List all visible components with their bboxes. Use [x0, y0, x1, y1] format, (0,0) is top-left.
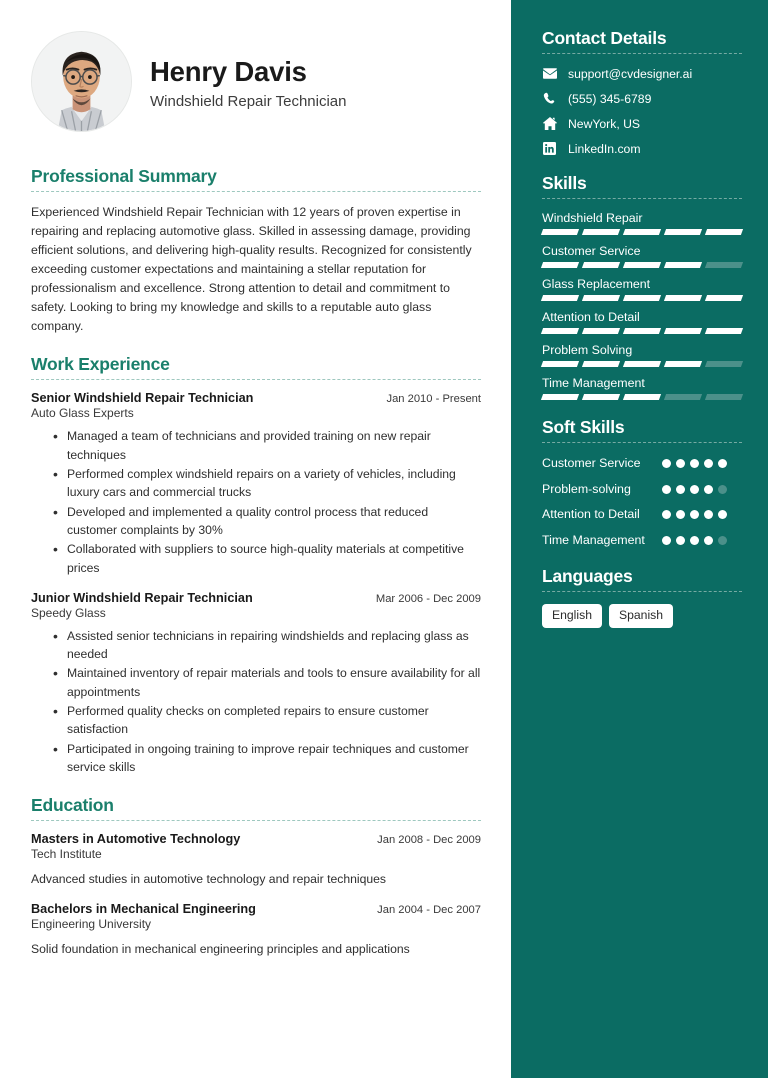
experience-header — [31, 591, 481, 605]
skills-section — [542, 173, 742, 400]
rating-dot — [718, 510, 727, 519]
experience-item — [31, 591, 481, 776]
skills-heading: Skills — [542, 173, 587, 193]
rating-dot — [662, 459, 671, 468]
rating-dot — [676, 510, 685, 519]
skill-segment — [623, 361, 661, 367]
rating-dot — [718, 536, 727, 545]
contact-email[interactable] — [542, 66, 742, 81]
skills-list — [542, 211, 742, 400]
experience-company: Speedy Glass — [31, 605, 106, 620]
skill-bar — [542, 328, 742, 334]
rating-dot — [690, 510, 699, 519]
skill-segment — [705, 295, 743, 301]
skill-segment — [582, 328, 620, 334]
contact-linkedin[interactable] — [542, 141, 742, 156]
resume-header — [31, 31, 481, 132]
contact-details-section — [542, 28, 742, 156]
education-heading: Education — [31, 795, 114, 816]
soft-skill-label: Time Management — [542, 532, 645, 547]
education-date: Jan 2004 - Dec 2007 — [377, 903, 481, 916]
soft-skill-item — [542, 506, 742, 524]
education-divider — [31, 820, 481, 821]
skill-segment — [541, 295, 579, 301]
sidebar — [511, 0, 768, 1078]
envelope-icon — [542, 66, 557, 81]
language-chip: Spanish — [609, 604, 673, 628]
skill-segment — [541, 328, 579, 334]
skill-segment — [705, 229, 743, 235]
skill-segment — [705, 394, 743, 400]
professional-summary-section — [31, 166, 481, 335]
skill-item — [542, 211, 742, 235]
education-degree: Masters in Automotive Technology — [31, 832, 241, 847]
rating-dot — [676, 459, 685, 468]
work-experience-section — [31, 354, 481, 776]
job-title: Windshield Repair Technician — [150, 92, 347, 110]
education-description: Advanced studies in automotive technology and repair techniques — [31, 872, 387, 887]
contact-location[interactable] — [542, 116, 742, 131]
skill-segment — [582, 262, 620, 268]
skill-segment — [623, 262, 661, 268]
soft-skills-section — [542, 417, 742, 549]
skill-segment — [582, 361, 620, 367]
skill-item — [542, 343, 742, 367]
page-title: Henry Davis — [150, 56, 307, 88]
skills-divider — [542, 198, 742, 199]
list-item: • Managed a team of technicians and provided training on new repair techniques — [53, 427, 481, 464]
name-block — [150, 52, 347, 111]
rating-dot — [718, 459, 727, 468]
language-chip: English — [542, 604, 602, 628]
soft-skill-label: Problem-solving — [542, 481, 631, 496]
skill-item — [542, 244, 742, 268]
skill-segment — [705, 361, 743, 367]
soft-skills-list — [542, 455, 742, 549]
experience-bullets — [31, 627, 481, 776]
skill-label: Time Management — [542, 376, 645, 390]
contact-phone[interactable] — [542, 91, 742, 106]
avatar — [31, 31, 132, 132]
experience-title: Junior Windshield Repair Technician — [31, 590, 253, 605]
contact-location-value: NewYork, US — [568, 116, 641, 131]
skill-bar — [542, 295, 742, 301]
rating-dot — [718, 485, 727, 494]
rating-dots — [662, 506, 742, 519]
education-school: Engineering University — [31, 916, 152, 931]
skill-segment — [582, 394, 620, 400]
contact-list — [542, 66, 742, 156]
rating-dot — [690, 459, 699, 468]
languages-section — [542, 566, 742, 628]
education-header — [31, 902, 481, 916]
education-item — [31, 832, 481, 888]
rating-dot — [704, 459, 713, 468]
languages-heading: Languages — [542, 566, 633, 587]
skill-label: Windshield Repair — [542, 211, 643, 225]
skill-segment — [541, 394, 579, 400]
skill-segment — [664, 262, 702, 268]
skill-item — [542, 277, 742, 301]
rating-dot — [704, 510, 713, 519]
skill-segment — [541, 262, 579, 268]
summary-divider — [31, 191, 481, 192]
linkedin-icon — [542, 141, 557, 156]
contact-heading: Contact Details — [542, 28, 667, 48]
home-icon — [542, 116, 557, 131]
rating-dot — [690, 536, 699, 545]
list-item: • Maintained inventory of repair materials and tools to ensure availability for all appointments — [53, 664, 481, 701]
list-item: • Collaborated with suppliers to source high-quality materials at competitive prices — [53, 540, 481, 577]
contact-email-value: support@cvdesigner.ai — [568, 66, 693, 81]
skill-segment — [664, 295, 702, 301]
rating-dots — [662, 455, 742, 468]
experience-date: Mar 2006 - Dec 2009 — [375, 592, 481, 605]
phone-icon — [542, 91, 557, 106]
soft-skill-item — [542, 532, 742, 550]
experience-date: Jan 2010 - Present — [386, 393, 481, 406]
soft-skill-item — [542, 481, 742, 499]
skill-label: Glass Replacement — [542, 277, 651, 291]
rating-dot — [704, 536, 713, 545]
skill-item — [542, 310, 742, 334]
rating-dots — [662, 481, 742, 494]
education-school: Tech Institute — [31, 847, 102, 862]
skill-segment — [623, 229, 661, 235]
skill-segment — [582, 229, 620, 235]
list-item: • Performed complex windshield repairs on a variety of vehicles, including luxury cars and commercial trucks — [53, 465, 481, 502]
rating-dot — [662, 536, 671, 545]
skill-segment — [664, 361, 702, 367]
soft-skill-label: Attention to Detail — [542, 507, 640, 522]
profile-photo-icon — [32, 32, 131, 131]
soft-skill-label: Customer Service — [542, 456, 641, 470]
education-header — [31, 832, 481, 846]
experience-header — [31, 391, 481, 405]
rating-dot — [676, 485, 685, 494]
languages-list — [542, 604, 742, 628]
summary-text: Experienced Windshield Repair Technician with 12 years of proven expertise in repairing and replacing automotive glass. Skilled in assessing damage, providing efficient solutions, and delivering high-quality results. Recognized for consistently exceeding customer expectations and maintaining a stellar reputation for professionalism and excellence. Strong attention to detail and commitment to safety. Looking to bring my knowledge and skills to a reputable auto glass company. — [31, 205, 472, 333]
list-item: • Performed quality checks on completed repairs to ensure customer satisfaction — [53, 702, 481, 739]
rating-dot — [704, 485, 713, 494]
education-item — [31, 902, 481, 958]
experience-bullets — [31, 427, 481, 576]
skill-segment — [623, 295, 661, 301]
skill-bar — [542, 394, 742, 400]
education-description: Solid foundation in mechanical engineering principles and applications — [31, 941, 410, 956]
contact-divider — [542, 53, 742, 54]
skill-segment — [664, 229, 702, 235]
education-degree: Bachelors in Mechanical Engineering — [31, 901, 256, 916]
skill-segment — [705, 328, 743, 334]
skill-label: Customer Service — [542, 244, 641, 258]
skill-bar — [542, 361, 742, 367]
soft-skills-divider — [542, 442, 742, 443]
experience-item — [31, 391, 481, 576]
experience-divider — [31, 379, 481, 380]
summary-heading: Professional Summary — [31, 166, 217, 186]
rating-dot — [662, 510, 671, 519]
experience-company: Auto Glass Experts — [31, 406, 134, 421]
list-item: • Assisted senior technicians in repairing windshields and replacing glass as needed — [53, 627, 481, 664]
rating-dot — [690, 485, 699, 494]
languages-divider — [542, 591, 742, 592]
skill-segment — [582, 295, 620, 301]
skill-segment — [541, 361, 579, 367]
education-date: Jan 2008 - Dec 2009 — [377, 834, 481, 847]
rating-dots — [662, 532, 742, 545]
skill-segment — [664, 328, 702, 334]
soft-skill-item — [542, 455, 742, 473]
skill-segment — [541, 229, 579, 235]
skill-segment — [664, 394, 702, 400]
rating-dot — [662, 485, 671, 494]
experience-title: Senior Windshield Repair Technician — [31, 391, 254, 406]
contact-linkedin-value: LinkedIn.com — [568, 141, 641, 156]
experience-heading: Work Experience — [31, 354, 170, 375]
skill-segment — [623, 394, 661, 400]
list-item: • Participated in ongoing training to improve repair techniques and customer service skills — [53, 740, 481, 777]
skill-segment — [705, 262, 743, 268]
rating-dot — [676, 536, 685, 545]
soft-skills-heading: Soft Skills — [542, 417, 625, 437]
contact-phone-value: (555) 345-6789 — [568, 91, 652, 106]
skill-segment — [623, 328, 661, 334]
skill-item — [542, 376, 742, 400]
list-item: • Developed and implemented a quality control process that reduced customer complaints by 30% — [53, 503, 481, 540]
skill-bar — [542, 262, 742, 268]
education-section — [31, 795, 481, 958]
skill-bar — [542, 229, 742, 235]
skill-label: Attention to Detail — [542, 310, 640, 324]
skill-label: Problem Solving — [542, 343, 633, 357]
